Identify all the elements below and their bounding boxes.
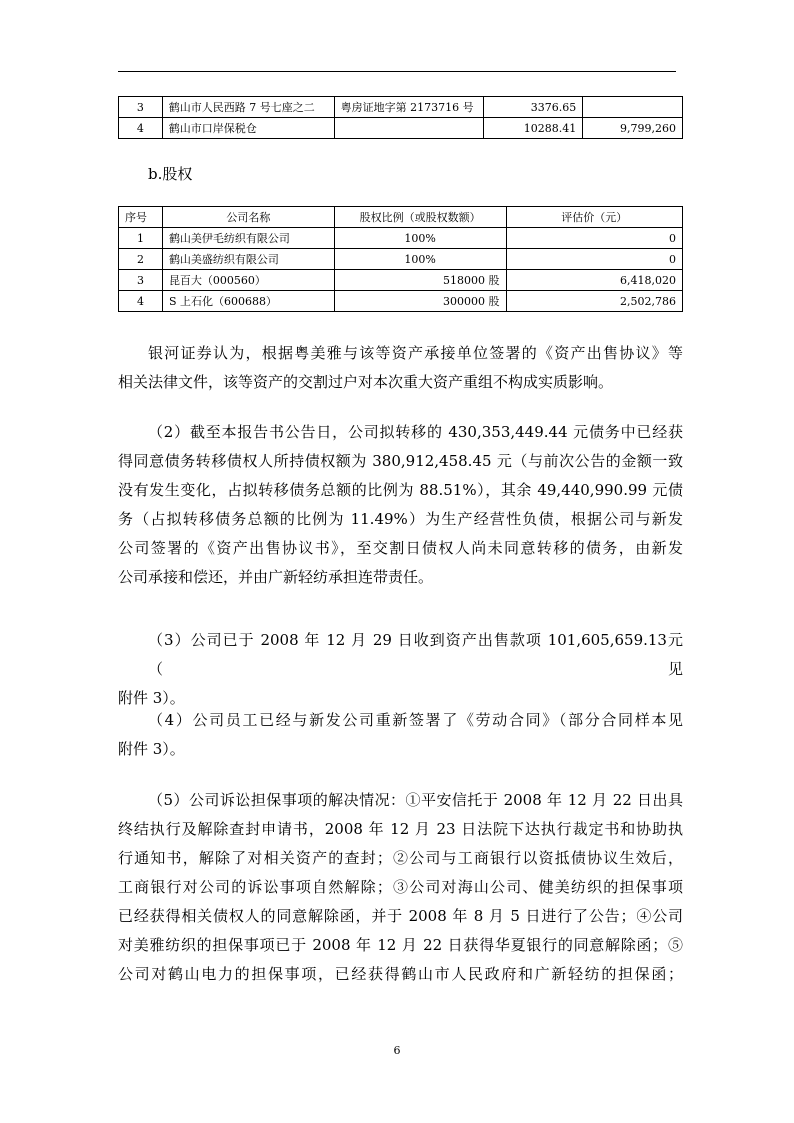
paragraph-line: 没有发生变化，占拟转移债务总额的比例为 88.51%），其余 49,440,990.99 元债: [118, 481, 683, 499]
table-header-cell: 评估价（元）: [506, 207, 683, 228]
paragraph-line: 公司对鹤山电力的担保事项，已经获得鹤山市人民政府和广新轻纺的担保函；: [118, 965, 683, 983]
header-rule: [118, 71, 676, 72]
table-cell: 10288.41: [483, 118, 583, 139]
paragraph-line: 附件 3）。: [118, 689, 185, 707]
table-cell: 0: [506, 228, 683, 249]
table-cell: [334, 118, 483, 139]
table-cell: 4: [119, 118, 163, 139]
table-cell: 鹤山美盛纺织有限公司: [162, 249, 334, 270]
table-header-cell: 股权比例（或股权数额）: [334, 207, 506, 228]
table-cell: 4: [119, 291, 163, 312]
property-table: [118, 96, 683, 139]
paragraph-line: 公司签署的《资产出售协议书》，至交割日债权人尚未同意转移的债务，由新发: [118, 539, 683, 557]
paragraph-line: 务（占拟转移债务总额的比例为 11.49%）为生产经营性负债，根据公司与新发: [118, 510, 683, 528]
paragraph-litigation-guarantees: [118, 786, 683, 989]
paragraph-line: （4）公司员工已经与新发公司重新签署了《劳动合同》（部分合同样本见: [148, 711, 683, 729]
paragraph-line: 对美雅纺织的担保事项已于 2008 年 12 月 22 日获得华夏银行的同意解除函；⑤: [118, 936, 683, 954]
table-cell: 鹤山美伊毛纺织有限公司: [162, 228, 334, 249]
table-cell: 6,418,020: [506, 270, 683, 291]
table-cell: 100%: [334, 249, 506, 270]
table-cell: 9,799,260: [583, 118, 683, 139]
paragraph-yinhe-opinion: [118, 339, 683, 397]
table-row: [119, 270, 683, 291]
table-cell: S 上石化（600688）: [162, 291, 334, 312]
table-row: [119, 291, 683, 312]
table-cell: 3: [119, 270, 163, 291]
table-cell: 粤房证地字第 2173716 号: [334, 97, 483, 118]
paragraph-line: （2）截至本报告书公告日，公司拟转移的 430,353,449.44 元债务中已经获: [148, 423, 683, 441]
paragraph-line: 终结执行及解除查封申请书，2008 年 12 月 23 日法院下达执行裁定书和协助执: [118, 820, 683, 838]
section-heading-equity: b.股权: [148, 165, 193, 183]
table-cell: 518000 股: [334, 270, 506, 291]
table-cell: 鹤山市口岸保税仓: [162, 118, 334, 139]
table-cell: 0: [506, 249, 683, 270]
table-cell: 100%: [334, 228, 506, 249]
paragraph-line: 得同意债务转移债权人所持债权额为 380,912,458.45 元（与前次公告的金额一致: [118, 452, 683, 470]
table-cell: 300000 股: [334, 291, 506, 312]
paragraph-line: 相关法律文件，该等资产的交割过户对本次重大资产重组不构成实质影响。: [118, 373, 614, 391]
page-number: 6: [393, 1044, 401, 1057]
table-cell: 昆百大（000560）: [162, 270, 334, 291]
paragraph-line: 公司承接和偿还，并由广新轻纺承担连带责任。: [118, 568, 434, 586]
paragraph-debt-transfer: [118, 418, 683, 592]
table-row: [119, 118, 683, 139]
table-header-cell: 序号: [119, 207, 163, 228]
paragraph-line: （3）公司已于 2008 年 12 月 29 日收到资产出售款项 101,605,659.13元（见: [148, 631, 683, 678]
table-cell: 3376.65: [483, 97, 583, 118]
table-row: [119, 228, 683, 249]
paragraph-line: 行通知书，解除了对相关资产的查封；②公司与工商银行以资抵债协议生效后，: [118, 849, 683, 867]
table-header-cell: 公司名称: [162, 207, 334, 228]
paragraph-line: （5）公司诉讼担保事项的解决情况：①平安信托于 2008 年 12 月 22 日出具: [148, 791, 683, 809]
paragraph-labor-contracts: [118, 706, 683, 764]
equity-table: [118, 206, 683, 312]
paragraph-line: 工商银行对公司的诉讼事项自然解除；③公司对海山公司、健美纺织的担保事项: [118, 878, 683, 896]
table-row: [119, 249, 683, 270]
table-row: [119, 97, 683, 118]
table-cell: 鹤山市人民西路 7 号七座之二: [162, 97, 334, 118]
paragraph-payment-received: [118, 626, 683, 713]
table-cell: [583, 97, 683, 118]
table-cell: 3: [119, 97, 163, 118]
paragraph-line: 已经获得相关债权人的同意解除函，并于 2008 年 8 月 5 日进行了公告；④公司: [118, 907, 683, 925]
table-header-row: [119, 207, 683, 228]
table-cell: 1: [119, 228, 163, 249]
paragraph-line: 银河证券认为，根据粤美雅与该等资产承接单位签署的《资产出售协议》等: [148, 344, 683, 362]
paragraph-line: 附件 3）。: [118, 740, 185, 758]
table-cell: 2,502,786: [506, 291, 683, 312]
table-cell: 2: [119, 249, 163, 270]
